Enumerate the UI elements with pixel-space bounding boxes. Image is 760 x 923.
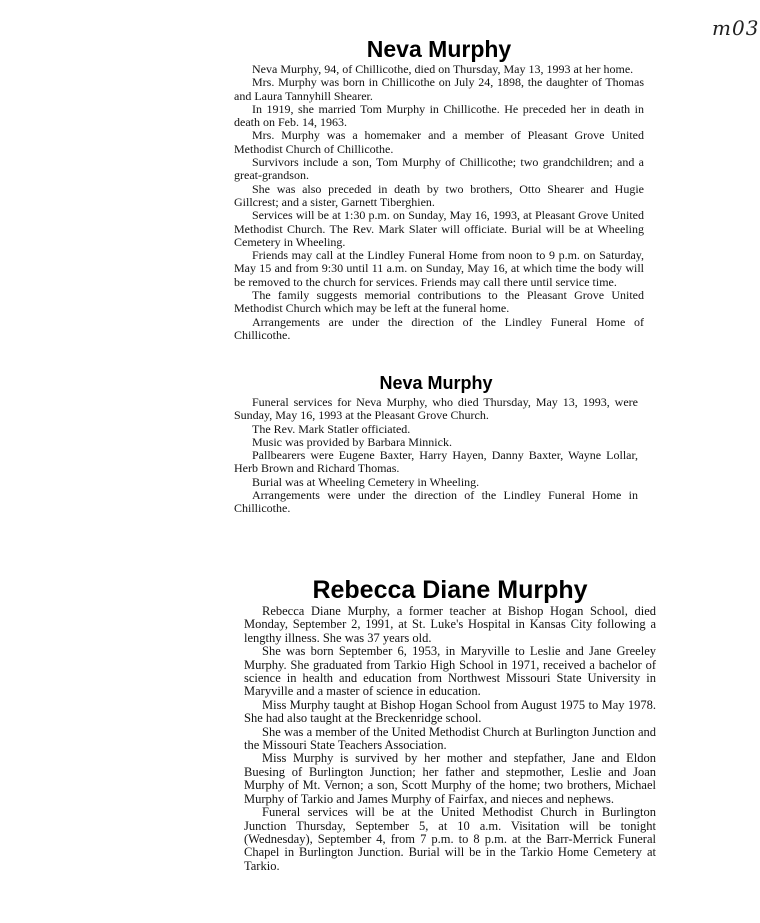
- obituary-paragraph: Friends may call at the Lindley Funeral Home from noon to 9 p.m. on Saturday, May 15 and from 9:30 until 11 a.m. on Sunday, May 16, at which time the body will be removed to the church for services. Friends may call there until service time.: [234, 248, 644, 289]
- obituary-paragraph: She was born September 6, 1953, in Maryville to Leslie and Jane Greeley Murphy. She graduated from Tarkio High School in 1971, received a bachelor of science in health and education from Northwest Missouri State University in Maryville and a master of science in education.: [244, 644, 656, 699]
- obituary-paragraph: In 1919, she married Tom Murphy in Chillicothe. He preceded her in death in death on Feb. 14, 1963.: [234, 101, 644, 130]
- obituary-paragraph: Mrs. Murphy was a homemaker and a member of Pleasant Grove United Methodist Church of Chillicothe.: [234, 128, 644, 156]
- obituary-paragraph: Arrangements are under the direction of the Lindley Funeral Home of Chillicothe.: [234, 314, 644, 342]
- obituary-paragraph: Miss Murphy is survived by her mother and stepfather, Jane and Eldon Buesing of Burlington Junction; her father and stepmother, Leslie and Joan Murphy of Mt. Vernon; a son, Scott Murphy of the home; two brothers, Michael Murphy of Tarkio and James Murphy of Fairfax, and nieces and nephews.: [244, 751, 656, 806]
- obituary-paragraph: The Rev. Mark Statler officiated.: [252, 421, 411, 436]
- funeral-notice-clipping: [234, 372, 638, 516]
- obituary-paragraph: Arrangements were under the direction of the Lindley Funeral Home in Chillicothe.: [234, 488, 638, 516]
- obituary-title: Neva Murphy: [379, 373, 493, 393]
- obituary-title: Rebecca Diane Murphy: [312, 576, 588, 604]
- obituary-paragraph: Funeral services will be at the United Methodist Church in Burlington Junction Thursday, September 5, at 10 a.m. Visitation will be tonight (Wednesday), September 4, from 7 p.m. to 8 p.m. at the Barr-Merrick Funeral Chapel in Burlington Junction. Burial will be in the Tarkio Home Cemetery at Tarkio.: [244, 805, 656, 873]
- obituary-paragraph: Funeral services for Neva Murphy, who died Thursday, May 13, 1993, were Sunday, May 16, 1993 at the Pleasant Grove Church.: [234, 395, 638, 423]
- obituary-paragraph: She was a member of the United Methodist Church at Burlington Junction and the Missouri State Teachers Association.: [244, 724, 656, 753]
- obituary-paragraph: Neva Murphy, 94, of Chillicothe, died on Thursday, May 13, 1993 at her home.: [252, 62, 634, 76]
- obituary-paragraph: Mrs. Murphy was born in Chillicothe on July 24, 1898, the daughter of Thomas and Laura Tannyhill Shearer.: [234, 75, 644, 103]
- obituary-paragraph: Burial was at Wheeling Cemetery in Wheeling.: [252, 474, 480, 489]
- page-number-mark: m03: [712, 16, 760, 40]
- obituary-clipping: [244, 576, 656, 873]
- obituary-clipping: [234, 36, 644, 342]
- obituary-paragraph: The family suggests memorial contributions to the Pleasant Grove United Methodist Church which may be left at the funeral home.: [234, 288, 644, 316]
- obituary-paragraph: Music was provided by Barbara Minnick.: [252, 434, 452, 449]
- obituary-paragraph: Survivors include a son, Tom Murphy of Chillicothe; two grandchildren; and a great-grandson.: [234, 155, 644, 183]
- obituary-title: Neva Murphy: [366, 36, 512, 62]
- obituary-paragraph: Rebecca Diane Murphy, a former teacher at Bishop Hogan School, died Monday, September 2, 1991, at St. Luke's Hospital in Kansas City following a lengthy illness. She was 37 years old.: [244, 604, 656, 645]
- obituary-paragraph: She was also preceded in death by two brothers, Otto Shearer and Hugie Gillcrest; and a sister, Garnett Tiberghien.: [234, 181, 644, 209]
- obituary-paragraph: Pallbearers were Eugene Baxter, Harry Hayen, Danny Baxter, Wayne Lollar, Herb Brown and Richard Thomas.: [234, 448, 638, 476]
- obituary-paragraph: Miss Murphy taught at Bishop Hogan School from August 1975 to May 1978. She had also taught at the Breckenridge school.: [244, 697, 656, 726]
- obituary-paragraph: Services will be at 1:30 p.m. on Sunday, May 16, 1993, at Pleasant Grove United Methodist Church. The Rev. Mark Slater will officiate. Burial will be at Wheeling Cemetery in Wheeling.: [234, 208, 644, 249]
